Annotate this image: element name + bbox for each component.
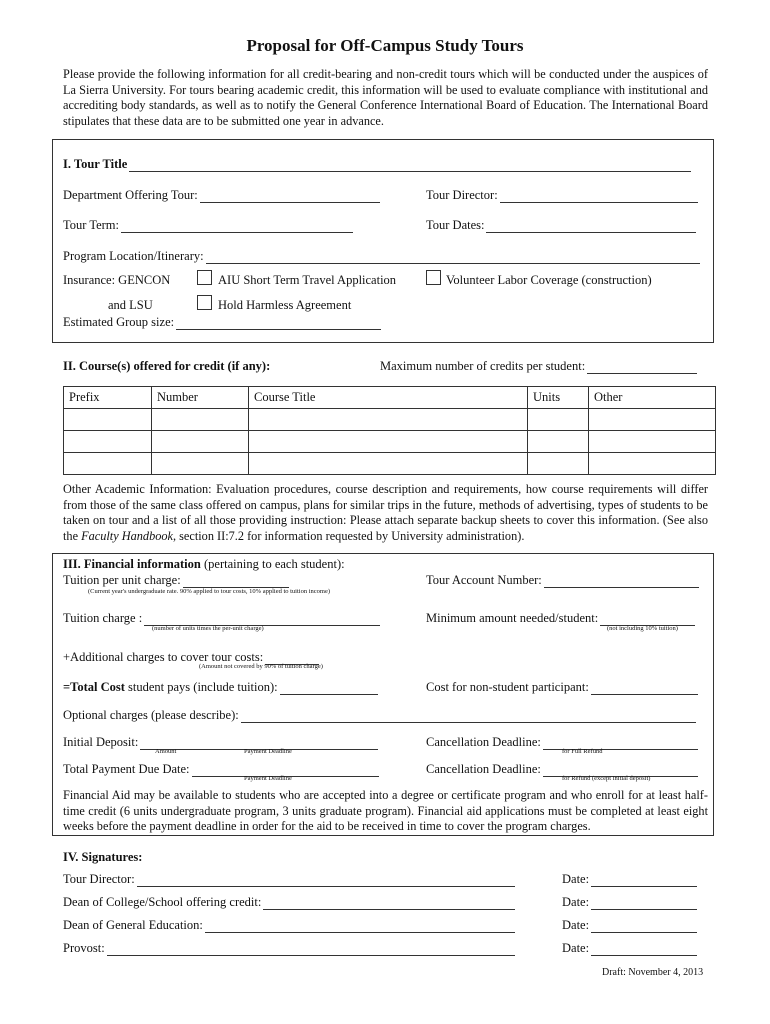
- signature-input[interactable]: [205, 921, 515, 933]
- tour-title-field: [63, 157, 691, 172]
- tuition-per-unit-input[interactable]: [183, 576, 289, 588]
- dates-input[interactable]: [486, 221, 696, 233]
- total-due-field: [63, 762, 379, 777]
- term-label: Tour Term:: [63, 218, 119, 232]
- term-field: [63, 218, 353, 233]
- signature-label: Provost:: [63, 941, 105, 955]
- initial-deposit-field: [63, 735, 378, 750]
- volunteer-label: Volunteer Labor Coverage (construction): [446, 273, 652, 287]
- page-title: Proposal for Off-Campus Study Tours: [246, 36, 524, 55]
- date-label: Date:: [562, 941, 590, 955]
- table-cell[interactable]: [249, 453, 528, 475]
- group-size-label: Estimated Group size:: [63, 315, 175, 329]
- tuition-per-unit-note: (Current year's undergraduate rate. 90% applied to tour costs, 10% applied to tuition income): [88, 588, 331, 595]
- minimum-amount-note: (not including 10% tuition): [607, 625, 678, 632]
- and-lsu-label: and LSU: [108, 298, 153, 312]
- max-credits-label: Maximum number of credits per student:: [380, 359, 586, 373]
- total-cost-field: [63, 680, 378, 695]
- optional-charges-input[interactable]: [241, 711, 696, 723]
- table-cell[interactable]: [528, 431, 589, 453]
- dates-field: [426, 218, 696, 233]
- other-academic-text: Other Academic Information: Evaluation procedures, course description and requirements, how course requirements will differ from those of the same class offered on campus, plans for similar trips in the future, methods of advertising, types of students to be taken on tour and a list of all those providing instruction: Please attach separate backup sheets to cover this information. (See also the: [63, 482, 708, 543]
- courses-heading: II. Course(s) offered for credit (if any):: [63, 359, 271, 373]
- location-field: [63, 249, 700, 264]
- signature-label: Tour Director:: [63, 872, 135, 886]
- courses-table: [63, 386, 716, 475]
- date-provost: [562, 941, 697, 956]
- minimum-amount-label: Minimum amount needed/student:: [426, 611, 599, 625]
- date-input[interactable]: [591, 875, 697, 887]
- table-row: [64, 409, 716, 431]
- group-size-input[interactable]: [176, 318, 381, 330]
- term-input[interactable]: [121, 221, 353, 233]
- table-cell[interactable]: [589, 431, 716, 453]
- department-input[interactable]: [200, 191, 380, 203]
- total-cost-bold: =Total Cost: [63, 680, 125, 694]
- draft-footer: Draft: November 4, 2013: [602, 967, 704, 978]
- table-cell[interactable]: [152, 431, 249, 453]
- column-header-prefix: Prefix: [64, 387, 152, 409]
- insurance-label: Insurance: GENCON: [63, 273, 171, 287]
- signature-label: Dean of College/School offering credit:: [63, 895, 262, 909]
- total-cost-input[interactable]: [280, 683, 378, 695]
- director-field: [426, 188, 698, 203]
- signature-input[interactable]: [263, 898, 515, 910]
- location-label: Program Location/Itinerary:: [63, 249, 204, 263]
- non-student-label: Cost for non-student participant:: [426, 680, 589, 694]
- signature-dean-general-ed: [63, 918, 515, 933]
- date-input[interactable]: [591, 944, 697, 956]
- non-student-field: [426, 680, 698, 695]
- column-header-number: Number: [152, 387, 249, 409]
- tour-title-input[interactable]: [129, 160, 691, 172]
- financial-heading: [63, 557, 345, 572]
- optional-charges-label: Optional charges (please describe):: [63, 708, 239, 722]
- table-cell[interactable]: [152, 453, 249, 475]
- payment-deadline-note-2: Payment Deadline: [244, 775, 292, 782]
- tuition-charge-label: Tuition charge :: [63, 611, 143, 625]
- table-cell[interactable]: [64, 431, 152, 453]
- date-label: Date:: [562, 918, 590, 932]
- date-tour-director: [562, 872, 697, 887]
- table-cell[interactable]: [589, 409, 716, 431]
- full-refund-note: for Full Refund: [562, 748, 603, 755]
- total-cost-rest: student pays (include tuition):: [124, 680, 278, 694]
- initial-deposit-label: Initial Deposit:: [63, 735, 139, 749]
- column-header-other: Other: [589, 387, 716, 409]
- intro-paragraph: Please provide the following information for all credit-bearing and non-credit tours which will be conducted under the auspices of La Sierra University. For tours bearing academic credit, this information will be used to evaluate compliance with institutional and accrediting body standards, as well as to notify the General Conference International Board of Education. The International Board stipulates that these data are to be submitted one year in advance.: [63, 67, 708, 128]
- date-input[interactable]: [591, 898, 697, 910]
- non-student-input[interactable]: [591, 683, 698, 695]
- max-credits-input[interactable]: [587, 362, 697, 374]
- total-due-label: Total Payment Due Date:: [63, 762, 190, 776]
- minimum-amount-field: [426, 611, 695, 626]
- cancellation-label-2: Cancellation Deadline:: [426, 762, 541, 776]
- optional-charges-field: [63, 708, 696, 723]
- additional-charges-label: +Additional charges to cover tour costs:: [63, 650, 264, 664]
- other-academic-paragraph: [63, 482, 708, 544]
- tour-account-input[interactable]: [544, 576, 699, 588]
- table-cell[interactable]: [528, 453, 589, 475]
- tour-account-field: [426, 573, 699, 588]
- director-input[interactable]: [500, 191, 698, 203]
- financial-heading-rest: (pertaining to each student):: [200, 557, 345, 571]
- signature-input[interactable]: [137, 875, 515, 887]
- table-cell[interactable]: [589, 453, 716, 475]
- table-cell[interactable]: [64, 409, 152, 431]
- aiu-label: AIU Short Term Travel Application: [218, 273, 397, 287]
- department-field: [63, 188, 380, 203]
- signature-dean-college: [63, 895, 515, 910]
- signature-provost: [63, 941, 515, 956]
- max-credits-field: [380, 359, 697, 374]
- financial-aid-paragraph: Financial Aid may be available to students who are accepted into a degree or certificate program and who enroll for at least half-time credit (6 units undergraduate program, 3 units graduate program). Financial aid applications must be completed at least eight weeks before the payment deadline in order for the aid to be received in time to cover the program charges.: [63, 788, 708, 834]
- amount-note: Amount: [155, 748, 177, 755]
- hold-harmless-checkbox[interactable]: [197, 295, 212, 310]
- aiu-checkbox[interactable]: [197, 270, 212, 285]
- hold-harmless-label: Hold Harmless Agreement: [218, 298, 352, 312]
- column-header-course-title: Course Title: [249, 387, 528, 409]
- tuition-charge-field: [63, 611, 380, 626]
- tour-title-label: I. Tour Title: [63, 157, 128, 171]
- signature-input[interactable]: [107, 944, 515, 956]
- dates-label: Tour Dates:: [426, 218, 485, 232]
- financial-heading-bold: III. Financial information: [63, 557, 201, 571]
- tour-account-label: Tour Account Number:: [426, 573, 542, 587]
- date-dean-general-ed: [562, 918, 697, 933]
- location-input[interactable]: [206, 252, 700, 264]
- date-dean-college: [562, 895, 697, 910]
- signatures-heading: IV. Signatures:: [63, 850, 143, 864]
- table-cell[interactable]: [249, 409, 528, 431]
- cancellation-label: Cancellation Deadline:: [426, 735, 541, 749]
- date-label: Date:: [562, 895, 590, 909]
- faculty-handbook-title: Faculty Handbook: [81, 528, 173, 543]
- group-size-field: [63, 315, 381, 330]
- table-row: [64, 431, 716, 453]
- column-header-units: Units: [528, 387, 589, 409]
- tuition-per-unit-field: [63, 573, 289, 588]
- signature-label: Dean of General Education:: [63, 918, 203, 932]
- tuition-charge-note: (number of units times the per-unit charge): [152, 625, 264, 632]
- table-cell[interactable]: [249, 431, 528, 453]
- total-cost-label: [63, 680, 278, 695]
- other-academic-text-end: , section II:7.2 for information requested by University administration).: [172, 528, 525, 543]
- department-label: Department Offering Tour:: [63, 188, 198, 202]
- table-cell[interactable]: [64, 453, 152, 475]
- tuition-per-unit-label: Tuition per unit charge:: [63, 573, 181, 587]
- signature-tour-director: [63, 872, 515, 887]
- courses-header-row: [64, 387, 716, 409]
- additional-charges-note: (Amount not covered by 90% of tuition charge): [199, 663, 323, 670]
- payment-deadline-note: Payment Deadline: [244, 748, 292, 755]
- volunteer-checkbox[interactable]: [426, 270, 441, 285]
- date-input[interactable]: [591, 921, 697, 933]
- date-label: Date:: [562, 872, 590, 886]
- refund-except-note: for Refund (except initial deposit): [562, 775, 651, 782]
- table-cell[interactable]: [152, 409, 249, 431]
- director-label: Tour Director:: [426, 188, 498, 202]
- table-row: [64, 453, 716, 475]
- table-cell[interactable]: [528, 409, 589, 431]
